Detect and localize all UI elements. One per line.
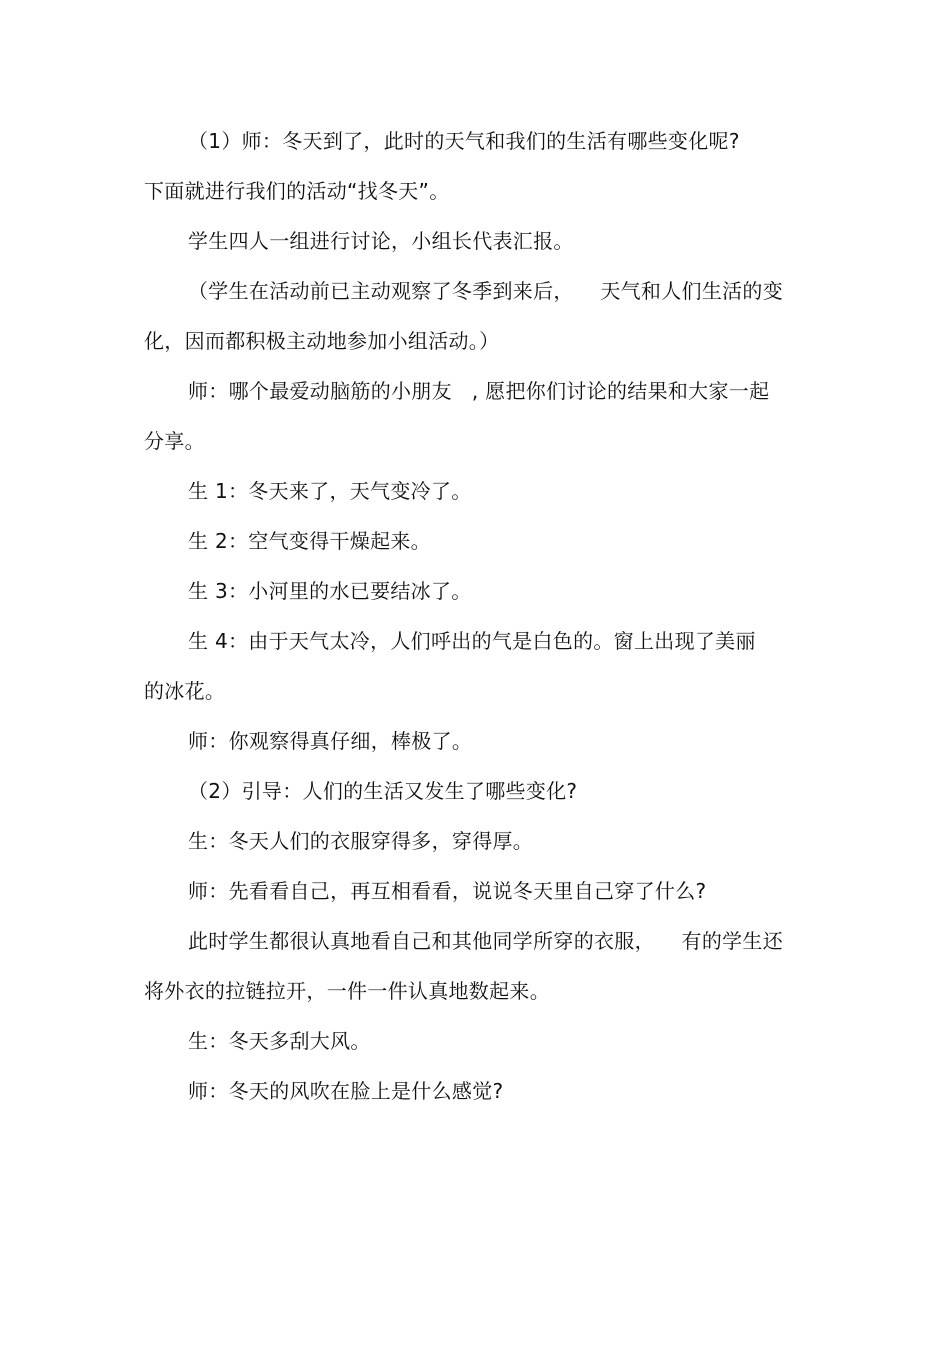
text-line: 此时学生都很认真地看自己和其他同学所穿的衣服， 有的学生还 <box>188 929 784 953</box>
text-line: 化，因而都积极主动地参加小组活动。） <box>144 329 500 353</box>
text-line: 师：哪个最爱动脑筋的小朋友 , 愿把你们讨论的结果和大家一起 <box>188 379 770 403</box>
text-line: （学生在活动前已主动观察了冬季到来后， 天气和人们生活的变 <box>188 279 784 303</box>
text-line: 的冰花。 <box>144 679 226 703</box>
text-line: 生：冬天人们的衣服穿得多，穿得厚。 <box>188 829 534 853</box>
text-line: 下面就进行我们的活动“找冬天”。 <box>144 179 450 203</box>
text-line: 师：冬天的风吹在脸上是什么感觉? <box>188 1079 504 1103</box>
text-line: 师：你观察得真仔细，棒极了。 <box>188 729 473 753</box>
text-line: 师：先看看自己，再互相看看，说说冬天里自己穿了什么? <box>188 879 707 903</box>
text-line: 生 1：冬天来了，天气变冷了。 <box>188 479 472 503</box>
text-line: 生 4：由于天气太冷，人们呼出的气是白色的。窗上出现了美丽 <box>188 629 756 653</box>
text-line: 生 3：小河里的水已要结冰了。 <box>188 579 472 603</box>
text-line: （1）师：冬天到了，此时的天气和我们的生活有哪些变化呢? <box>188 129 740 153</box>
text-line: 分享。 <box>144 429 205 453</box>
text-line: 生：冬天多刮大风。 <box>188 1029 371 1053</box>
text-line: 将外衣的拉链拉开，一件一件认真地数起来。 <box>144 979 550 1003</box>
text-line: 生 2：空气变得干燥起来。 <box>188 529 431 553</box>
text-line: （2）引导：人们的生活又发生了哪些变化? <box>188 779 578 803</box>
text-line: 学生四人一组进行讨论，小组长代表汇报。 <box>188 229 574 253</box>
